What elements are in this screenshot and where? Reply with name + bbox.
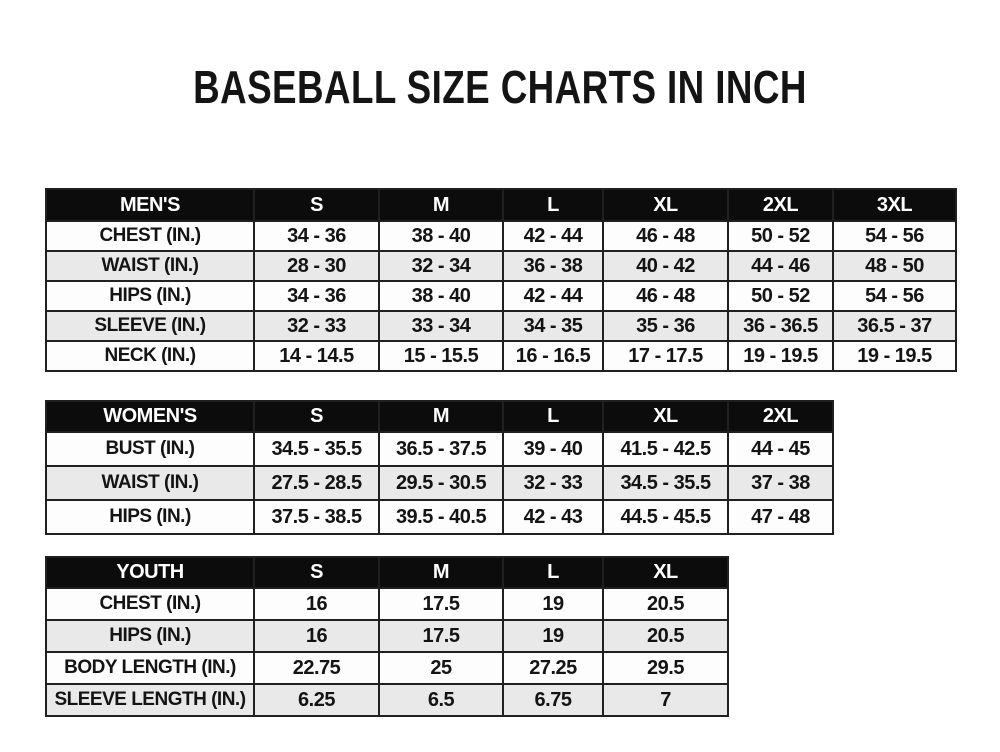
column-header-m: M [379,401,503,432]
size-cell: 6.75 [503,684,603,716]
column-header-m: M [379,557,503,588]
row-label: CHEST (IN.) [46,221,254,251]
size-cell: 42 - 44 [503,281,603,311]
size-cell: 46 - 48 [603,281,728,311]
size-cell: 17.5 [379,620,503,652]
column-header-s: S [254,401,379,432]
size-cell: 38 - 40 [379,221,503,251]
size-cell: 14 - 14.5 [254,341,379,371]
column-header-xl: XL [603,401,728,432]
size-cell: 16 [254,620,379,652]
column-header-2xl: 2XL [728,401,833,432]
table-row [46,620,728,652]
page-title: BASEBALL SIZE CHARTS IN INCH [193,61,807,113]
size-cell: 42 - 43 [503,500,603,534]
size-cell: 44 - 46 [728,251,833,281]
size-cell: 47 - 48 [728,500,833,534]
column-header-l: L [503,189,603,221]
size-cell: 36.5 - 37 [833,311,956,341]
table-group-header: WOMEN'S [46,401,254,432]
column-header-l: L [503,401,603,432]
table-row [46,466,833,500]
size-cell: 34.5 - 35.5 [603,466,728,500]
column-header-m: M [379,189,503,221]
size-cell: 35 - 36 [603,311,728,341]
table-row [46,500,833,534]
column-header-xl: XL [603,557,728,588]
row-label: BUST (IN.) [46,432,254,466]
mens-size-table [45,188,957,372]
size-cell: 29.5 - 30.5 [379,466,503,500]
table-row [46,341,956,371]
size-cell: 17 - 17.5 [603,341,728,371]
size-cell: 36 - 38 [503,251,603,281]
table-row [46,652,728,684]
size-cell: 38 - 40 [379,281,503,311]
size-table [45,188,957,372]
column-header-xl: XL [603,189,728,221]
size-cell: 34 - 36 [254,281,379,311]
size-cell: 36.5 - 37.5 [379,432,503,466]
size-cell: 28 - 30 [254,251,379,281]
size-cell: 34.5 - 35.5 [254,432,379,466]
size-cell: 50 - 52 [728,221,833,251]
row-label: BODY LENGTH (IN.) [46,652,254,684]
table-group-header: MEN'S [46,189,254,221]
table-row [46,588,728,620]
size-cell: 19 [503,588,603,620]
size-cell: 6.5 [379,684,503,716]
size-cell: 27.25 [503,652,603,684]
size-cell: 46 - 48 [603,221,728,251]
size-cell: 44 - 45 [728,432,833,466]
size-cell: 50 - 52 [728,281,833,311]
size-cell: 54 - 56 [833,221,956,251]
size-cell: 42 - 44 [503,221,603,251]
column-header-3xl: 3XL [833,189,956,221]
size-cell: 6.25 [254,684,379,716]
size-cell: 20.5 [603,588,728,620]
size-cell: 37 - 38 [728,466,833,500]
size-cell: 54 - 56 [833,281,956,311]
row-label: SLEEVE (IN.) [46,311,254,341]
size-table [45,400,834,535]
womens-size-table [45,400,834,535]
size-cell: 16 - 16.5 [503,341,603,371]
size-cell: 20.5 [603,620,728,652]
table-row [46,221,956,251]
row-label: HIPS (IN.) [46,500,254,534]
youth-size-table [45,556,729,717]
size-cell: 48 - 50 [833,251,956,281]
header-row [46,401,833,432]
row-label: NECK (IN.) [46,341,254,371]
size-cell: 19 [503,620,603,652]
size-cell: 34 - 35 [503,311,603,341]
size-table [45,556,729,717]
header-row [46,189,956,221]
size-cell: 33 - 34 [379,311,503,341]
size-cell: 40 - 42 [603,251,728,281]
size-cell: 44.5 - 45.5 [603,500,728,534]
row-label: WAIST (IN.) [46,251,254,281]
table-row [46,684,728,716]
size-cell: 27.5 - 28.5 [254,466,379,500]
table-group-header: YOUTH [46,557,254,588]
header-row [46,557,728,588]
size-cell: 29.5 [603,652,728,684]
size-cell: 36 - 36.5 [728,311,833,341]
size-cell: 7 [603,684,728,716]
row-label: HIPS (IN.) [46,620,254,652]
size-cell: 15 - 15.5 [379,341,503,371]
column-header-s: S [254,557,379,588]
row-label: SLEEVE LENGTH (IN.) [46,684,254,716]
size-cell: 32 - 33 [503,466,603,500]
row-label: HIPS (IN.) [46,281,254,311]
table-row [46,432,833,466]
table-row [46,251,956,281]
row-label: WAIST (IN.) [46,466,254,500]
size-cell: 25 [379,652,503,684]
column-header-2xl: 2XL [728,189,833,221]
table-row [46,281,956,311]
size-cell: 37.5 - 38.5 [254,500,379,534]
size-cell: 22.75 [254,652,379,684]
size-cell: 32 - 33 [254,311,379,341]
column-header-l: L [503,557,603,588]
size-cell: 39 - 40 [503,432,603,466]
size-cell: 32 - 34 [379,251,503,281]
size-cell: 34 - 36 [254,221,379,251]
size-cell: 39.5 - 40.5 [379,500,503,534]
size-cell: 19 - 19.5 [728,341,833,371]
size-cell: 17.5 [379,588,503,620]
size-cell: 16 [254,588,379,620]
table-row [46,311,956,341]
row-label: CHEST (IN.) [46,588,254,620]
size-cell: 41.5 - 42.5 [603,432,728,466]
column-header-s: S [254,189,379,221]
size-cell: 19 - 19.5 [833,341,956,371]
